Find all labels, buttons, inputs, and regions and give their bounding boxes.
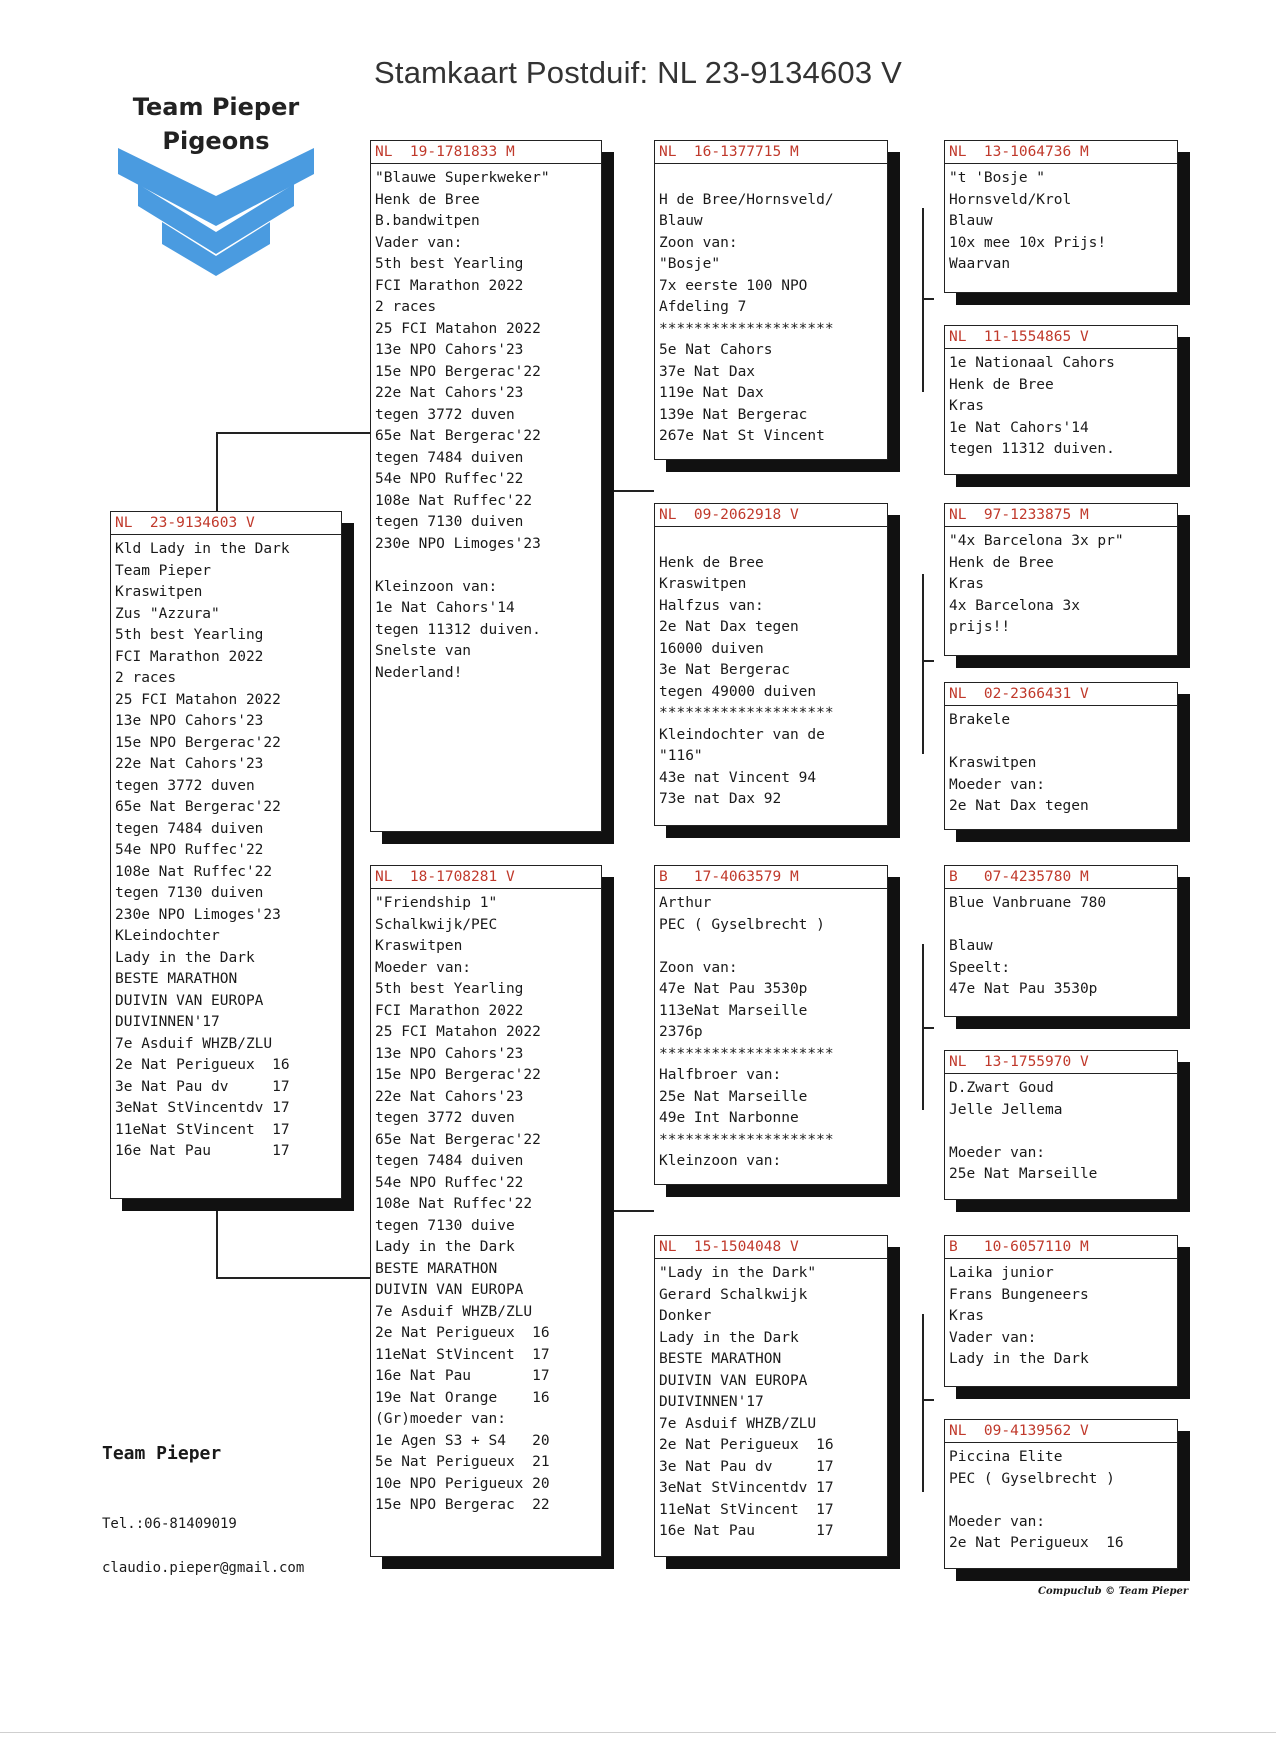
connector-line [216,1277,370,1279]
connector-line [922,1399,934,1401]
card-details: Arthur PEC ( Gyselbrecht ) Zoon van: 47e Nat Pau 3530p 113eNat Marseille 2376p ******************** Halfbroer van: 25e Nat Marseille 49e Int Narbonne ******************** Kleinzoon van: [659,895,834,1169]
pedigree-card-mmf [944,1235,1178,1387]
connector-line [922,298,934,300]
card-details: Blue Vanbruane 780 Blauw Speelt: 47e Nat Pau 3530p [949,895,1107,997]
ring-number: B 07-4235780 M [945,868,1177,889]
connector-line [922,1027,934,1029]
pedigree-card-subject [110,511,342,1199]
page-edge-divider [0,1732,1276,1733]
card-details: D.Zwart Goud Jelle Jellema Moeder van: 25e Nat Marseille [949,1080,1098,1182]
pedigree-card-mfm [944,1050,1178,1200]
pedigree-card-paternal-grandmother [654,503,888,826]
connector-line [606,490,654,492]
pedigree-card-ffm [944,325,1178,475]
pedigree-card-mmm [944,1419,1178,1569]
connector-line [922,208,924,392]
connector-line [922,574,924,754]
card-details: "Lady in the Dark" Gerard Schalkwijk Donker Lady in the Dark BESTE MARATHON DUIVIN VAN EUROPA DUIVINNEN'17 7e Asduif WHZB/ZLU 2e Nat Perigueux 16 3e Nat Pau dv 17 3eNat StVincentdv 17 11eNat StVincent 17 16e Nat Pau 17 [659,1265,834,1539]
card-details: "4x Barcelona 3x pr" Henk de Bree Kras 4x Barcelona 3x prijs!! [949,533,1124,635]
pedigree-card-maternal-grandfather [654,865,888,1185]
pedigree-card-mff [944,865,1178,1017]
pedigree-card-fmm [944,682,1178,830]
wing-logo-icon [118,148,314,276]
ring-number: NL 16-1377715 M [655,143,887,164]
page-title: Stamkaart Postduif: NL 23-9134603 V [374,55,902,90]
pedigree-card-fmf [944,503,1178,656]
footer-name: Team Pieper [102,1443,222,1464]
connector-line [922,1314,924,1492]
pedigree-card-paternal-grandfather [654,140,888,460]
pedigree-card-maternal-grandmother [654,1235,888,1557]
connector-line [922,660,934,662]
pedigree-card-mother [370,865,602,1557]
card-details: 1e Nationaal Cahors Henk de Bree Kras 1e Nat Cahors'14 tegen 11312 duiven. [949,355,1115,457]
ring-number: NL 15-1504048 V [655,1238,887,1259]
footer-credit: Compuclub © Team Pieper [1038,1586,1189,1597]
card-details: Kld Lady in the Dark Team Pieper Kraswitpen Zus "Azzura" 5th best Yearling FCI Marathon 2022 2 races 25 FCI Matahon 2022 13e NPO Cahors'23 15e NPO Bergerac'22 22e Nat Cahors'23 tegen 3772 duven 65e Nat Bergerac'22 tegen 7484 duiven 54e NPO Ruffec'22 108e Nat Ruffec'22 tegen 7130 duiven 230e NPO Limoges'23 KLeindochter Lady in the Dark BESTE MARATHON DUIVIN VAN EUROPA DUIVINNEN'17 7e Asduif WHZB/ZLU 2e Nat Perigueux 16 3e Nat Pau dv 17 3eNat StVincentdv 17 11eNat StVincent 17 16e Nat Pau 17 [115,541,290,1159]
ring-number: NL 09-4139562 V [945,1422,1177,1443]
ring-number: NL 13-1755970 V [945,1053,1177,1074]
footer-email: claudio.pieper@gmail.com [102,1560,305,1576]
connector-line [216,432,370,434]
ring-number: NL 19-1781833 M [371,143,601,164]
ring-number: NL 09-2062918 V [655,506,887,527]
ring-number: B 17-4063579 M [655,868,887,889]
ring-number: NL 11-1554865 V [945,328,1177,349]
card-details: "t 'Bosje " Hornsveld/Krol Blauw 10x mee 10x Prijs! Waarvan [949,170,1107,272]
logo-line1: Team Pieper [132,93,300,121]
logo-line2: Pigeons [162,127,270,155]
card-details: Henk de Bree Kraswitpen Halfzus van: 2e Nat Dax tegen 16000 duiven 3e Nat Bergerac tegen 49000 duiven ******************** Kleindochter van de "116" 43e nat Vincent 94 73e nat Dax 92 [659,554,834,807]
ring-number: NL 97-1233875 M [945,506,1177,527]
ring-number: NL 02-2366431 V [945,685,1177,706]
card-details: "Friendship 1" Schalkwijk/PEC Kraswitpen Moeder van: 5th best Yearling FCI Marathon 2022 25 FCI Matahon 2022 13e NPO Cahors'23 15e NPO Bergerac'22 22e Nat Cahors'23 tegen 3772 duven 65e Nat Bergerac'22 tegen 7484 duiven 54e NPO Ruffec'22 108e Nat Ruffec'22 tegen 7130 duive Lady in the Dark BESTE MARATHON DUIVIN VAN EUROPA 7e Asduif WHZB/ZLU 2e Nat Perigueux 16 11eNat StVincent 17 16e Nat Pau 17 19e Nat Orange 16 (Gr)moeder van: 1e Agen S3 + S4 20 5e Nat Perigueux 21 10e NPO Perigueux 20 15e NPO Bergerac 22 [375,895,550,1513]
ring-number: NL 18-1708281 V [371,868,601,889]
ring-number: NL 13-1064736 M [945,143,1177,164]
connector-line [606,1210,654,1212]
ring-number: NL 23-9134603 V [111,514,341,535]
card-details: Laika junior Frans Bungeneers Kras Vader van: Lady in the Dark [949,1265,1089,1367]
ring-number: B 10-6057110 M [945,1238,1177,1259]
connector-line [216,1205,218,1277]
card-details: Brakele Kraswitpen Moeder van: 2e Nat Dax tegen [949,712,1089,814]
card-details: "Blauwe Superkweker" Henk de Bree B.bandwitpen Vader van: 5th best Yearling FCI Marathon 2022 2 races 25 FCI Matahon 2022 13e NPO Cahors'23 15e NPO Bergerac'22 22e Nat Cahors'23 tegen 3772 duven 65e Nat Bergerac'22 tegen 7484 duiven 54e NPO Ruffec'22 108e Nat Ruffec'22 tegen 7130 duiven 230e NPO Limoges'23 Kleinzoon van: 1e Nat Cahors'14 tegen 11312 duiven. Snelste van Nederland! [375,170,550,681]
connector-line [606,320,608,640]
pedigree-card-fff [944,140,1178,293]
pedigree-card-father [370,140,602,832]
connector-line [606,1030,608,1402]
card-details: H de Bree/Hornsveld/ Blauw Zoon van: "Bosje" 7x eerste 100 NPO Afdeling 7 ******************** 5e Nat Cahors 37e Nat Dax 119e Nat Dax 139e Nat Bergerac 267e Nat St Vincent [659,191,834,444]
footer-phone: Tel.:06-81409019 [102,1516,237,1532]
connector-line [216,432,218,512]
card-details: Piccina Elite PEC ( Gyselbrecht ) Moeder van: 2e Nat Perigueux 16 [949,1449,1124,1551]
